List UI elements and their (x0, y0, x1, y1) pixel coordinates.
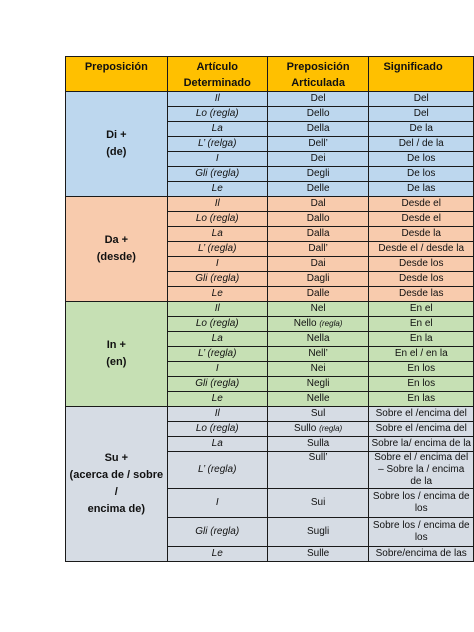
meaning-cell[interactable]: En la (369, 332, 474, 347)
articulated-cell[interactable] (267, 122, 369, 137)
articulated-text: Sulla (306, 438, 330, 449)
preposition-table (65, 56, 474, 562)
articulated-text: Dei (310, 153, 326, 164)
preposition-group-su[interactable] (66, 407, 168, 562)
article-cell[interactable]: Le (167, 287, 267, 302)
articulated-cell[interactable] (267, 347, 369, 362)
article-cell[interactable]: L’ (relga) (167, 137, 267, 152)
articulated-cell[interactable] (267, 197, 369, 212)
articulated-text: Dalla (306, 228, 330, 239)
articulated-cell[interactable] (267, 167, 369, 182)
article-cell[interactable]: Le (167, 392, 267, 407)
articulated-text: Sui (310, 497, 326, 508)
article-cell[interactable]: La (167, 437, 267, 452)
articulated-cell[interactable] (267, 272, 369, 287)
articulated-cell[interactable] (267, 362, 369, 377)
articulated-note: (regla) (319, 424, 343, 433)
meaning-cell[interactable]: De los (369, 167, 474, 182)
articulated-cell[interactable] (267, 227, 369, 242)
meaning-cell[interactable]: Sobre los / encima de los (369, 518, 474, 547)
articulated-cell[interactable] (267, 182, 369, 197)
article-cell[interactable]: Il (167, 302, 267, 317)
meaning-cell[interactable]: En los (369, 362, 474, 377)
meaning-cell[interactable]: De los (369, 152, 474, 167)
articulated-text: Dallo (306, 213, 330, 224)
articulated-cell[interactable] (267, 489, 369, 518)
articulated-text: Della (306, 123, 330, 134)
articulated-cell[interactable] (267, 422, 369, 437)
preposition-label: (en) (106, 356, 127, 368)
meaning-cell[interactable]: En el (369, 317, 474, 332)
article-cell[interactable]: L’ (regla) (167, 347, 267, 362)
articulated-text: Delle (306, 183, 330, 194)
articulated-text: Nelle (306, 393, 330, 404)
preposition-group-in[interactable] (66, 302, 168, 407)
articulated-text: Sul (310, 408, 326, 419)
articulated-cell[interactable] (267, 257, 369, 272)
meaning-cell[interactable]: Del (369, 92, 474, 107)
articulated-cell[interactable] (267, 392, 369, 407)
meaning-cell[interactable]: En el / en la (369, 347, 474, 362)
articulated-cell[interactable] (267, 518, 369, 547)
articulated-cell[interactable] (267, 452, 369, 489)
article-cell[interactable]: Il (167, 197, 267, 212)
article-cell[interactable]: I (167, 362, 267, 377)
header-preposicion[interactable]: Preposición (66, 57, 168, 92)
article-cell[interactable]: Lo (regla) (167, 317, 267, 332)
articulated-text: Nella (306, 333, 330, 344)
meaning-cell[interactable]: En el (369, 302, 474, 317)
meaning-cell[interactable]: Sobre la/ encima de la (369, 437, 474, 452)
preposition-label: Da + (104, 234, 129, 246)
articulated-cell[interactable] (267, 407, 369, 422)
meaning-cell[interactable]: Desde el (369, 197, 474, 212)
article-cell[interactable]: I (167, 257, 267, 272)
articulated-cell[interactable] (267, 317, 369, 332)
articulated-text: Negli (306, 378, 330, 389)
articulated-text: Sugli (306, 526, 330, 537)
preposition-label: Su + (104, 452, 129, 464)
preposition-label: encima de) (87, 503, 146, 515)
meaning-cell[interactable]: Desde el (369, 212, 474, 227)
article-cell[interactable]: La (167, 332, 267, 347)
header-row (66, 57, 474, 92)
preposition-group-di[interactable] (66, 92, 168, 197)
preposition-label: (acerca de / sobre / (69, 469, 164, 498)
meaning-cell[interactable]: Sobre el /encima del (369, 407, 474, 422)
meaning-cell[interactable]: Desde las (369, 287, 474, 302)
preposition-label: Di + (106, 129, 127, 141)
article-cell[interactable]: La (167, 122, 267, 137)
table-row (66, 302, 474, 317)
article-cell[interactable]: I (167, 489, 267, 518)
meaning-cell[interactable]: En los (369, 377, 474, 392)
articulated-cell[interactable] (267, 137, 369, 152)
articulated-cell[interactable] (267, 287, 369, 302)
article-cell[interactable]: Le (167, 182, 267, 197)
articulated-text: Sull’ (308, 452, 328, 463)
header-articulada[interactable]: Preposición Articulada (267, 57, 369, 92)
preposition-group-da[interactable] (66, 197, 168, 302)
meaning-cell[interactable]: Sobre/encima de las (369, 547, 474, 562)
table-row (66, 407, 474, 422)
article-cell[interactable]: Gli (regla) (167, 518, 267, 547)
preposition-label: In + (106, 339, 126, 351)
articulated-text: Degli (306, 168, 330, 179)
article-cell[interactable]: Gli (regla) (167, 167, 267, 182)
article-cell[interactable]: Lo (regla) (167, 422, 267, 437)
articulated-note: (regla) (319, 319, 343, 328)
article-cell[interactable]: I (167, 152, 267, 167)
header-significado[interactable]: Significado (369, 57, 474, 92)
articulated-text: Dall’ (308, 243, 328, 254)
article-cell[interactable]: L’ (regla) (167, 242, 267, 257)
article-cell[interactable]: L’ (regla) (167, 452, 267, 489)
articulated-cell[interactable] (267, 152, 369, 167)
meaning-cell[interactable]: En las (369, 392, 474, 407)
articulated-text: Nel (310, 303, 326, 314)
articulated-text: Dell’ (308, 138, 328, 149)
meaning-cell[interactable]: Desde los (369, 257, 474, 272)
articulated-text: Nello (293, 318, 317, 329)
meaning-cell[interactable]: Sobre los / encima de los (369, 489, 474, 518)
articulated-text: Dalle (306, 288, 330, 299)
meaning-cell[interactable]: Desde los (369, 272, 474, 287)
articulated-cell[interactable] (267, 437, 369, 452)
articulated-text: Nei (310, 363, 326, 374)
articulated-cell[interactable] (267, 107, 369, 122)
meaning-cell[interactable]: De la (369, 122, 474, 137)
articulated-cell[interactable] (267, 332, 369, 347)
table-row (66, 197, 474, 212)
article-cell[interactable]: Il (167, 92, 267, 107)
articulated-text: Dai (310, 258, 326, 269)
meaning-cell[interactable]: Del / de la (369, 137, 474, 152)
article-cell[interactable]: Gli (regla) (167, 272, 267, 287)
meaning-cell[interactable]: Sobre el /encima del (369, 422, 474, 437)
articulated-cell[interactable] (267, 92, 369, 107)
article-cell[interactable]: Le (167, 547, 267, 562)
articulated-text: Nell’ (308, 348, 328, 359)
articulated-text: Dagli (306, 273, 330, 284)
articulated-cell[interactable] (267, 547, 369, 562)
articulated-text: Sullo (294, 423, 317, 434)
article-cell[interactable]: Lo (regla) (167, 212, 267, 227)
meaning-cell[interactable]: Desde la (369, 227, 474, 242)
article-cell[interactable]: La (167, 227, 267, 242)
articulated-text: Sulle (306, 548, 330, 559)
table-body (66, 92, 474, 562)
articulated-cell[interactable] (267, 212, 369, 227)
articulated-cell[interactable] (267, 242, 369, 257)
meaning-cell[interactable]: Desde el / desde la (369, 242, 474, 257)
table-row (66, 92, 474, 107)
meaning-cell[interactable]: Del (369, 107, 474, 122)
meaning-cell[interactable]: Sobre el / encima del – Sobre la / encima de la (369, 452, 474, 489)
articulated-cell[interactable] (267, 302, 369, 317)
article-cell[interactable]: Il (167, 407, 267, 422)
articulated-text: Dello (306, 108, 330, 119)
preposition-label: (de) (106, 146, 127, 158)
preposition-label: (desde) (96, 251, 136, 263)
articulated-text: Dal (310, 198, 326, 209)
articulated-text: Del (310, 93, 326, 104)
articulated-cell[interactable] (267, 377, 369, 392)
article-cell[interactable]: Gli (regla) (167, 377, 267, 392)
header-articulo[interactable]: Artículo Determinado (167, 57, 267, 92)
article-cell[interactable]: Lo (regla) (167, 107, 267, 122)
meaning-cell[interactable]: De las (369, 182, 474, 197)
